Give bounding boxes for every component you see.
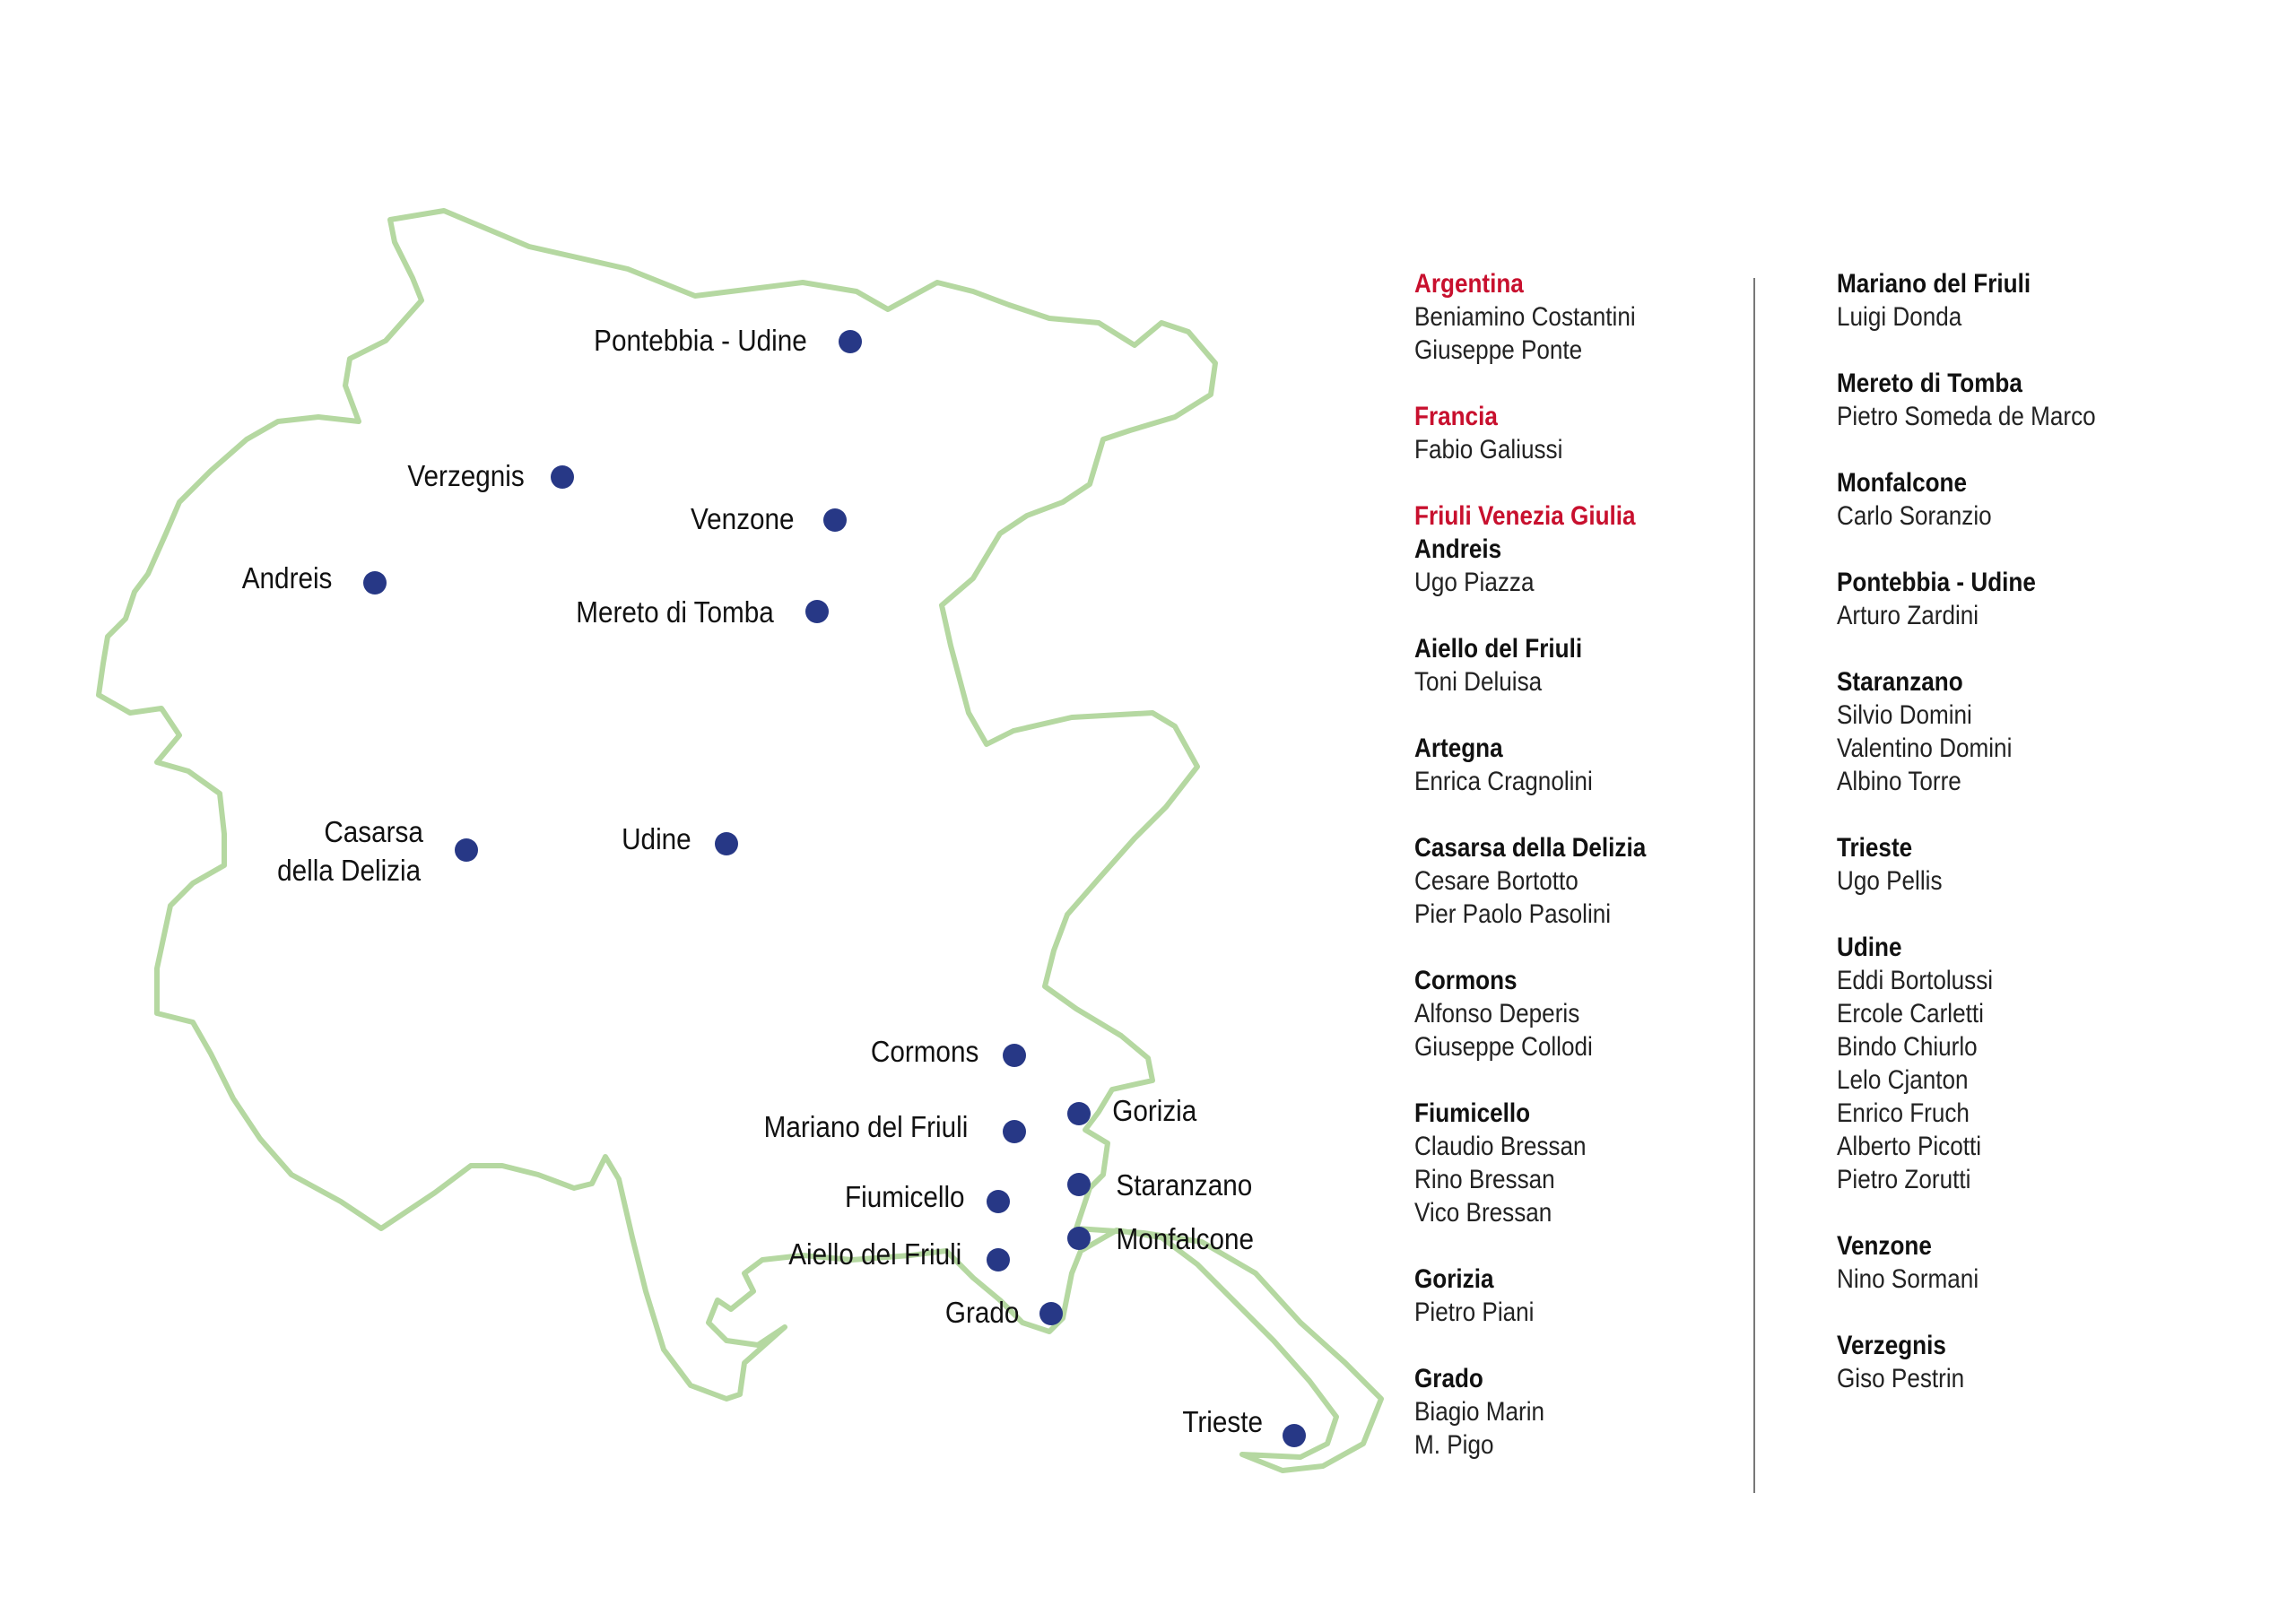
place-heading: Andreis [1414,534,1502,564]
person-name: Giso Pestrin [1837,1364,1965,1393]
person-name: Carlo Soranzio [1837,501,1992,531]
place-heading: Gorizia [1414,1264,1494,1294]
town-label-casarsa: Casarsa [324,815,423,849]
town-label-gorizia: Gorizia [1112,1094,1197,1128]
town-label-cormons: Cormons [870,1035,979,1069]
town-label-grado: Grado [944,1296,1020,1330]
marker-dot-mereto-di-tomba [805,600,829,623]
person-name: Claudio Bressan [1414,1132,1587,1161]
town-label-aiello-del-friuli: Aiello del Friuli [788,1237,962,1271]
place-heading: Mereto di Tomba [1837,369,2022,398]
person-name: Vico Bressan [1414,1198,1552,1228]
person-name: Pietro Zorutti [1837,1165,1971,1194]
town-label-venzone: Venzone [691,502,795,536]
marker-dot-mariano-del-friuli [1003,1120,1026,1143]
town-label-trieste: Trieste [1182,1405,1264,1439]
person-name: Toni Deluisa [1414,667,1543,697]
town-label-andreis: Andreis [241,561,333,595]
place-heading: Trieste [1837,833,1913,863]
marker-dot-grado [1039,1302,1063,1325]
person-name: Silvio Domini [1837,700,1972,730]
legend-group-cormons [1414,964,1881,1063]
place-heading: Artegna [1414,733,1503,763]
person-name: M. Pigo [1414,1430,1494,1460]
legend-group-artegna [1414,732,1881,798]
person-name: Enrico Fruch [1837,1098,1970,1128]
town-label-della-delizia: della Delizia [277,854,422,888]
person-name: Ercole Carletti [1837,999,1984,1028]
person-name: Eddi Bortolussi [1837,966,1994,995]
legend-group-casarsa-della-delizia [1414,831,1881,931]
person-name: Fabio Galiussi [1414,435,1563,464]
person-name: Rino Bressan [1414,1165,1555,1194]
place-heading: Cormons [1414,966,1518,995]
legend-group-staranzano [1837,665,2296,798]
person-name: Ugo Pellis [1837,866,1943,896]
marker-dot-venzone [823,508,847,532]
legend-group-trieste [1837,831,2296,898]
marker-dot-monfalcone [1067,1227,1091,1250]
legend-group-mariano-del-friuli [1837,267,2296,334]
legend-group-aiello-del-friuli [1414,632,1881,699]
person-name: Beniamino Costantini [1414,302,1636,332]
place-heading: Fiumicello [1414,1098,1531,1128]
legend-group-mereto-di-tomba [1837,367,2296,433]
person-name: Bindo Chiurlo [1837,1032,1978,1062]
person-name: Nino Sormani [1837,1264,1979,1294]
marker-dot-andreis [363,571,387,595]
person-name: Pietro Someda de Marco [1837,402,2096,431]
person-name: Alberto Picotti [1837,1132,1982,1161]
country-heading: Argentina [1414,269,1524,299]
place-heading: Grado [1414,1364,1483,1393]
town-label-verzegnis: Verzegnis [407,459,525,493]
country-heading: Francia [1414,402,1498,431]
person-name: Pietro Piani [1414,1298,1535,1327]
marker-dot-casarsa-della-delizia [455,838,478,862]
place-heading: Casarsa della Delizia [1414,833,1647,863]
legend-group-verzegnis [1837,1329,2296,1395]
legend-group-fiumicello [1414,1097,1881,1229]
legend-group-andreis [1414,499,1881,599]
marker-dot-aiello-del-friuli [987,1248,1010,1271]
friuli-venezia-giulia-outline [99,211,1381,1471]
person-name: Albino Torre [1837,767,1961,796]
legend-left-column [1414,267,1881,1495]
marker-dot-udine [715,832,738,855]
person-name: Giuseppe Ponte [1414,335,1583,365]
town-label-mereto-di-tomba: Mereto di Tomba [576,595,774,629]
place-heading: Mariano del Friuli [1837,269,2031,299]
place-heading: Pontebbia - Udine [1837,568,2036,597]
marker-dot-cormons [1003,1044,1026,1067]
marker-dot-fiumicello [987,1190,1010,1213]
legend-group-pontebbia-udine [1837,566,2296,632]
person-name: Alfonso Deperis [1414,999,1580,1028]
person-name: Luigi Donda [1837,302,1962,332]
marker-dot-gorizia [1067,1102,1091,1125]
town-label-fiumicello: Fiumicello [844,1180,965,1214]
place-heading: Verzegnis [1837,1331,1946,1360]
legend-group-francia [1414,400,1881,466]
person-name: Lelo Cjanton [1837,1065,1969,1095]
legend-group-venzone [1837,1229,2296,1296]
place-heading: Aiello del Friuli [1414,634,1583,664]
town-label-staranzano: Staranzano [1116,1168,1253,1202]
person-name: Enrica Cragnolini [1414,767,1593,796]
place-heading: Monfalcone [1837,468,1968,498]
person-name: Pier Paolo Pasolini [1414,899,1612,929]
town-markers [242,325,1306,1447]
marker-dot-staranzano [1067,1173,1091,1196]
person-name: Cesare Bortotto [1414,866,1578,896]
person-name: Arturo Zardini [1837,601,1979,630]
country-heading: Friuli Venezia Giulia [1414,501,1636,531]
legend-right-column [1837,267,2296,1428]
place-heading: Venzone [1837,1231,1932,1261]
town-label-mariano-del-friuli: Mariano del Friuli [763,1110,969,1144]
person-name: Giuseppe Collodi [1414,1032,1593,1062]
town-label-pontebbia-udine: Pontebbia - Udine [594,324,807,358]
marker-dot-trieste [1283,1424,1306,1447]
legend-group-udine [1837,931,2296,1196]
place-heading: Staranzano [1837,667,1963,697]
legend-group-grado [1414,1362,1881,1462]
legend-group-monfalcone [1837,466,2296,533]
town-label-monfalcone: Monfalcone [1116,1222,1254,1256]
marker-dot-pontebbia-udine [839,330,862,353]
person-name: Valentino Domini [1837,733,2013,763]
legend-group-argentina [1414,267,1881,367]
town-label-udine: Udine [622,822,691,856]
legend-group-gorizia [1414,1263,1881,1329]
person-name: Ugo Piazza [1414,568,1535,597]
place-heading: Udine [1837,933,1902,962]
marker-dot-verzegnis [551,465,574,489]
person-name: Biagio Marin [1414,1397,1545,1427]
